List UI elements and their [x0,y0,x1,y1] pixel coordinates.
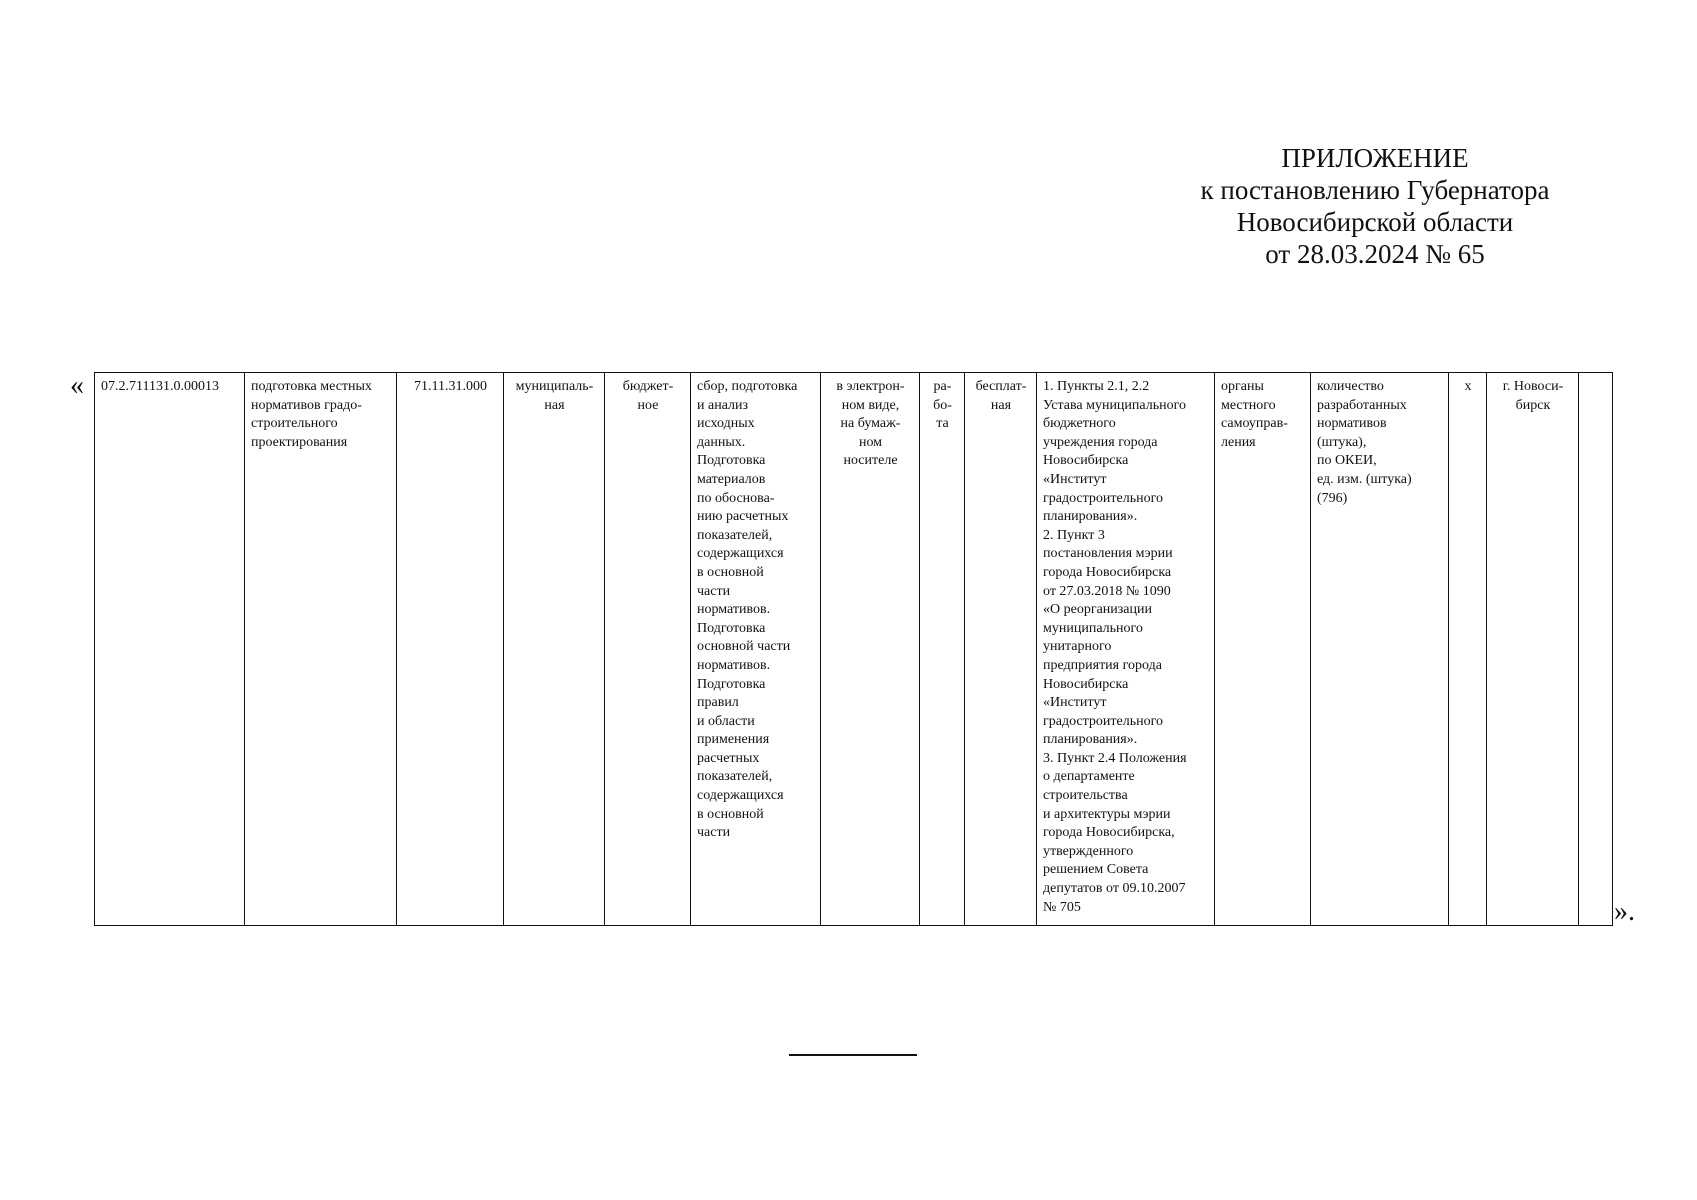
closing-quote: ». [1614,896,1635,927]
cell-service-name: подготовка местных нормативов градо- строительного проектирования [245,373,397,926]
appendix-header [1150,142,1600,270]
cell-institution-type: бюджет- ное [605,373,691,926]
cell-delivery-form: в электрон- ном виде, на бумаж- ном носителе [821,373,920,926]
footer-divider [789,1054,917,1056]
cell-location: г. Новоси- бирск [1487,373,1579,926]
appendix-title: ПРИЛОЖЕНИЕ [1281,143,1469,173]
appendix-table [94,372,1613,926]
opening-quote: « [70,370,84,401]
cell-ownership: муниципаль- ная [504,373,605,926]
cell-consumers: органы местного самоуправ- ления [1215,373,1311,926]
cell-payment: бесплат- ная [965,373,1037,926]
cell-empty [1579,373,1613,926]
cell-legal-basis: 1. Пункты 2.1, 2.2 Устава муниципального бюджетного учреждения города Новосибирска «Институт градостроительного планирования». 2. Пункт 3 постановления мэрии города Новосибирска от 27.03.2018 № 1090 «О реорганизации муниципального унитарного предприятия города Новосибирска «Институт градостроительного планирования». 3. Пункт 2.4 Положения о департаменте строительства и архитектуры мэрии города Новосибирска, утвержденного решением Совета депутатов от 09.10.2007 № 705 [1037,373,1215,926]
cell-indicators: количество разработанных нормативов (штука), по ОКЕИ, ед. изм. (штука) (796) [1311,373,1449,926]
cell-type: ра- бо- та [920,373,965,926]
cell-work-content: сбор, подготовка и анализ исходных данных. Подготовка материалов по обоснова- нию расчетных показателей, содержащихся в основной части нормативов. Подготовка основной части нормативов. Подготовка правил и области применения расчетных показателей, содержащихся в основной части [691,373,821,926]
appendix-reference: к постановлению Губернатора [1200,175,1550,205]
cell-registry-number: 07.2.711131.0.00013 [95,373,245,926]
table-row [95,373,1613,926]
appendix-date-number: от 28.03.2024 № 65 [1265,239,1485,269]
cell-mark: х [1449,373,1487,926]
cell-okved-code: 71.11.31.000 [397,373,504,926]
appendix-region: Новосибирской области [1236,207,1514,237]
